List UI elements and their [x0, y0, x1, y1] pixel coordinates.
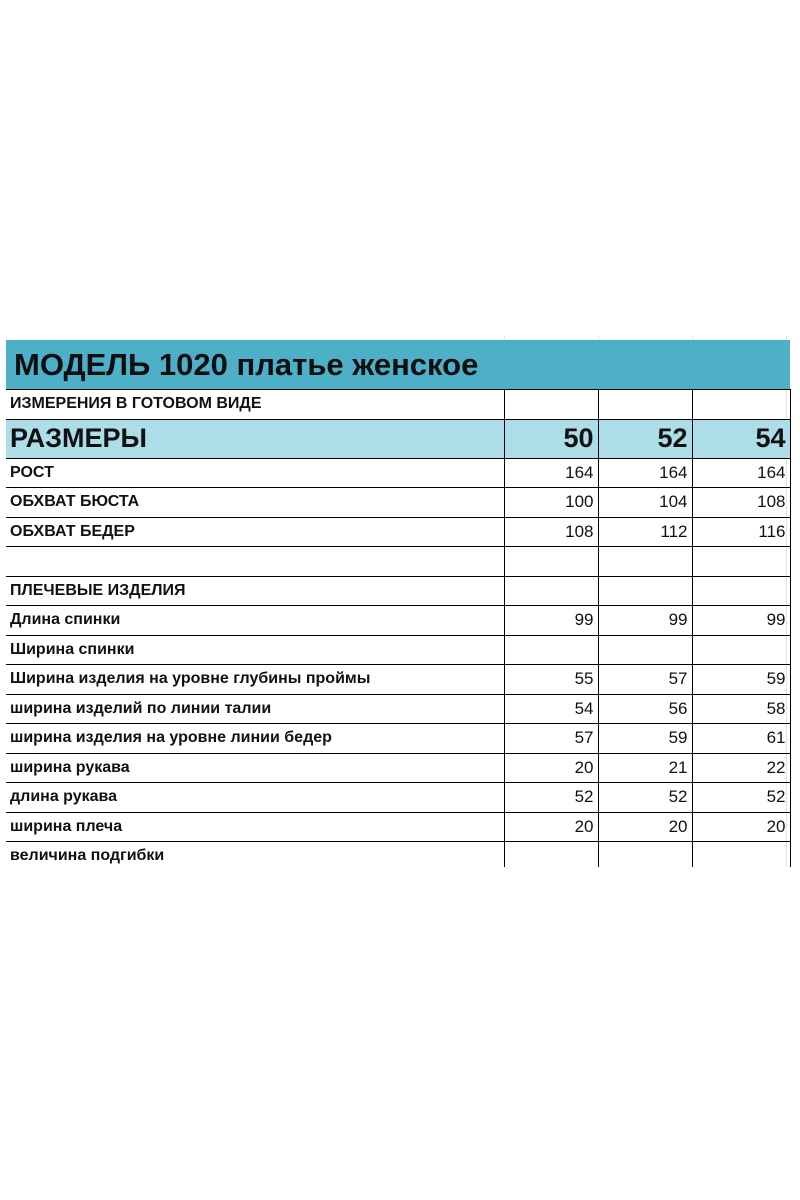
row-value-cell[interactable]: 108	[504, 517, 598, 547]
empty-cell[interactable]	[598, 390, 692, 420]
spreadsheet-crop	[6, 336, 800, 867]
row-value-cell[interactable]: 52	[598, 783, 692, 813]
empty-cell[interactable]	[692, 390, 790, 420]
row-value-cell[interactable]: 61	[692, 724, 790, 754]
table-row	[6, 812, 790, 842]
title-row	[6, 340, 790, 390]
table-row	[6, 547, 790, 577]
table-row	[6, 517, 790, 547]
row-value-cell[interactable]	[598, 547, 692, 577]
empty-cell[interactable]	[504, 390, 598, 420]
row-value-cell[interactable]: 20	[504, 753, 598, 783]
subtitle-cell[interactable]: ИЗМЕРЕНИЯ В ГОТОВОМ ВИДЕ	[6, 390, 504, 420]
row-value-cell[interactable]: 59	[692, 665, 790, 695]
row-value-cell[interactable]	[598, 635, 692, 665]
row-value-cell[interactable]: 164	[504, 458, 598, 488]
row-label-cell[interactable]: ОБХВАТ БЮСТА	[6, 488, 504, 518]
row-value-cell[interactable]	[692, 547, 790, 577]
row-label-cell[interactable]: РОСТ	[6, 458, 504, 488]
row-value-cell[interactable]: 54	[504, 694, 598, 724]
row-label-cell[interactable]: Длина спинки	[6, 606, 504, 636]
row-label-cell[interactable]	[6, 547, 504, 577]
row-value-cell[interactable]: 164	[692, 458, 790, 488]
size-header-cell[interactable]: 52	[598, 419, 692, 458]
row-value-cell[interactable]: 52	[504, 783, 598, 813]
table-row	[6, 576, 790, 606]
table-row	[6, 783, 790, 813]
row-value-cell[interactable]: 21	[598, 753, 692, 783]
row-value-cell[interactable]	[504, 635, 598, 665]
page-title[interactable]: МОДЕЛЬ 1020 платье женское	[6, 340, 790, 390]
row-label-cell[interactable]: ширина рукава	[6, 753, 504, 783]
row-value-cell[interactable]: 56	[598, 694, 692, 724]
sizes-label-cell[interactable]: РАЗМЕРЫ	[6, 419, 504, 458]
row-value-cell[interactable]	[692, 576, 790, 606]
size-chart-table	[6, 340, 791, 867]
row-value-cell[interactable]: 59	[598, 724, 692, 754]
row-value-cell[interactable]: 58	[692, 694, 790, 724]
row-value-cell[interactable]: 100	[504, 488, 598, 518]
row-value-cell[interactable]	[598, 576, 692, 606]
table-row	[6, 753, 790, 783]
row-value-cell[interactable]: 22	[692, 753, 790, 783]
size-header-cell[interactable]: 50	[504, 419, 598, 458]
row-label-cell[interactable]: ширина плеча	[6, 812, 504, 842]
row-value-cell[interactable]: 99	[598, 606, 692, 636]
row-value-cell[interactable]: 52	[692, 783, 790, 813]
table-row	[6, 606, 790, 636]
row-value-cell[interactable]	[598, 842, 692, 868]
row-label-cell[interactable]: Ширина спинки	[6, 635, 504, 665]
table-row	[6, 842, 790, 868]
row-label-cell[interactable]: ширина изделия на уровне линии бедер	[6, 724, 504, 754]
row-value-cell[interactable]	[504, 576, 598, 606]
table-row	[6, 665, 790, 695]
row-value-cell[interactable]: 20	[504, 812, 598, 842]
row-value-cell[interactable]: 57	[598, 665, 692, 695]
table-row	[6, 694, 790, 724]
row-value-cell[interactable]: 20	[692, 812, 790, 842]
row-label-cell[interactable]: ширина изделий по линии талии	[6, 694, 504, 724]
table-row	[6, 458, 790, 488]
row-label-cell[interactable]: ОБХВАТ БЕДЕР	[6, 517, 504, 547]
row-label-cell[interactable]: величина подгибки	[6, 842, 504, 868]
row-value-cell[interactable]: 99	[692, 606, 790, 636]
table-row	[6, 635, 790, 665]
table-row	[6, 724, 790, 754]
row-value-cell[interactable]: 164	[598, 458, 692, 488]
row-value-cell[interactable]: 104	[598, 488, 692, 518]
row-value-cell[interactable]	[692, 635, 790, 665]
row-label-cell[interactable]: Ширина изделия на уровне глубины проймы	[6, 665, 504, 695]
row-label-cell[interactable]: длина рукава	[6, 783, 504, 813]
row-value-cell[interactable]: 99	[504, 606, 598, 636]
row-value-cell[interactable]	[504, 842, 598, 868]
subtitle-row	[6, 390, 790, 420]
table-row	[6, 488, 790, 518]
sizes-header-row	[6, 419, 790, 458]
row-label-cell[interactable]: ПЛЕЧЕВЫЕ ИЗДЕЛИЯ	[6, 576, 504, 606]
row-value-cell[interactable]	[692, 842, 790, 868]
row-value-cell[interactable]: 55	[504, 665, 598, 695]
row-value-cell[interactable]: 57	[504, 724, 598, 754]
row-value-cell[interactable]: 108	[692, 488, 790, 518]
row-value-cell[interactable]: 20	[598, 812, 692, 842]
size-header-cell[interactable]: 54	[692, 419, 790, 458]
row-value-cell[interactable]: 116	[692, 517, 790, 547]
row-value-cell[interactable]: 112	[598, 517, 692, 547]
row-value-cell[interactable]	[504, 547, 598, 577]
